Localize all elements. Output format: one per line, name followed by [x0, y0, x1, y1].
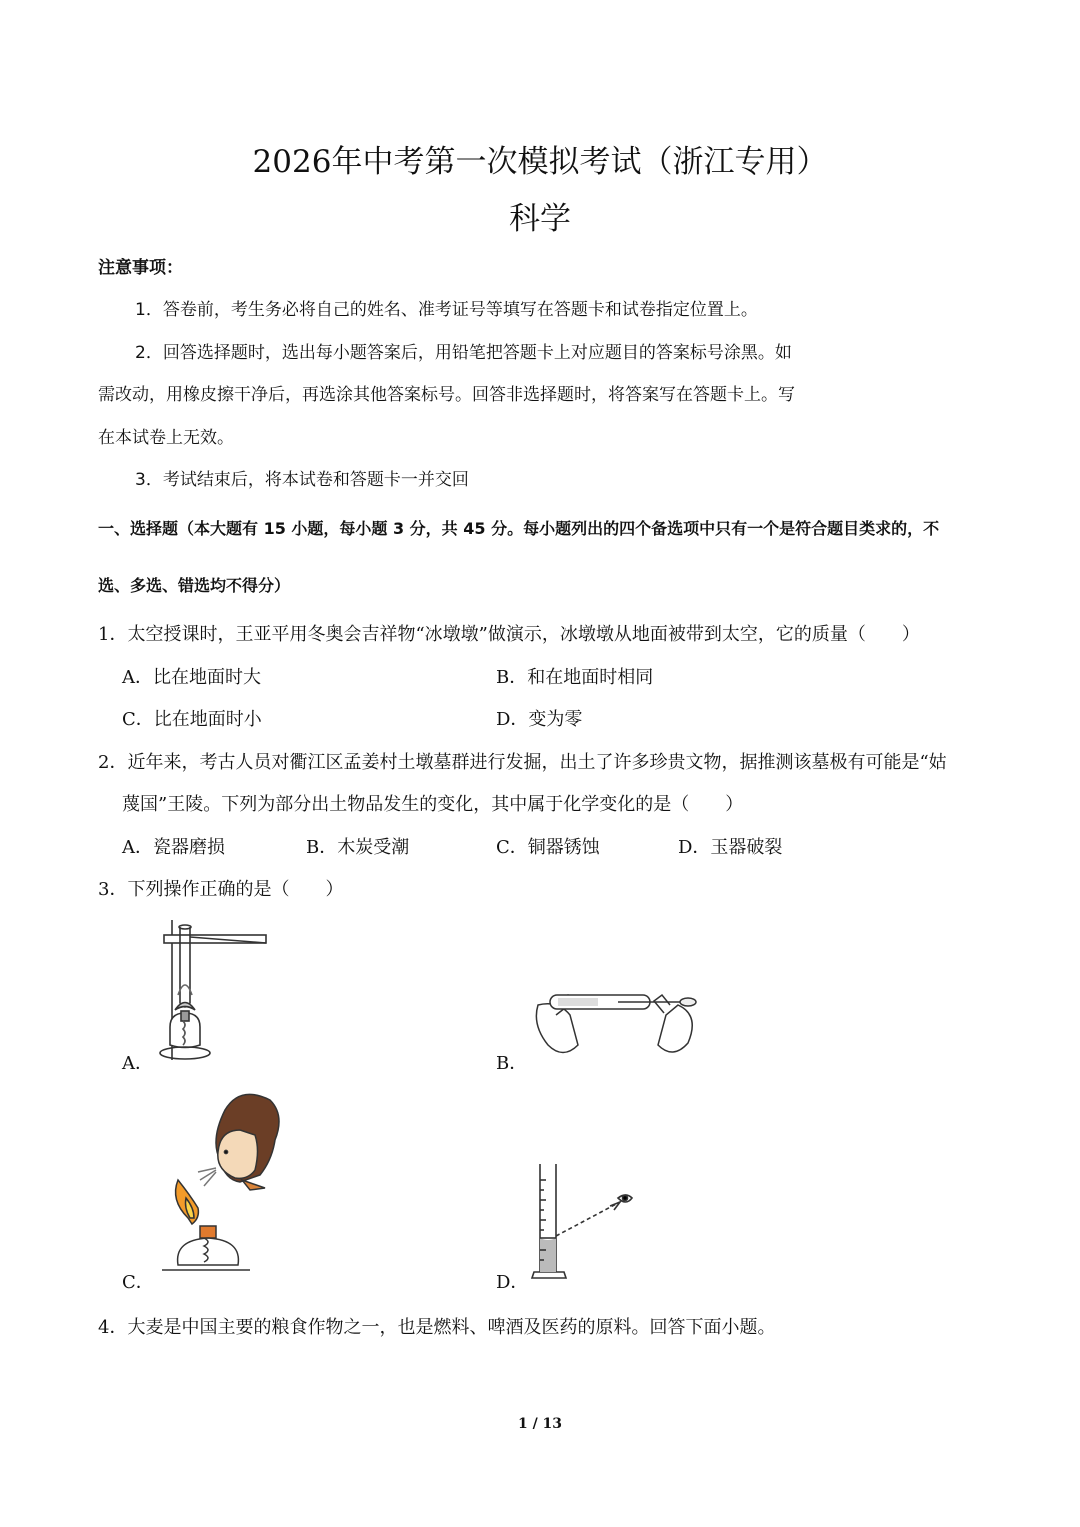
exam-title: 2026年中考第一次模拟考试（浙江专用）: [252, 144, 828, 180]
q1-option-a: A．比在地面时大: [122, 667, 261, 688]
q2-option-b: B．木炭受潮: [306, 837, 410, 858]
section-heading-line1: 一、选择题（本大题有 15 小题，每小题 3 分，共 45 分。每小题列出的四个备选项中只有一个是符合题目类求的，不: [98, 519, 940, 538]
q2-option-d: D．玉器破裂: [678, 837, 783, 858]
q1-option-d: D．变为零: [496, 709, 583, 730]
q3-figure-b: [528, 975, 703, 1065]
notice-heading: 注意事项：: [98, 258, 183, 278]
q2-option-c: C．铜器锈蚀: [496, 837, 600, 858]
q2-stem-line2: 蔑国”王陵。下列为部分出土物品发生的变化，其中属于化学变化的是（ ）: [122, 794, 744, 815]
q3-figure-d: [528, 1160, 638, 1285]
q3-figure-c: [160, 1090, 290, 1282]
q3-option-b: B．: [496, 1053, 528, 1074]
q3-option-a: A．: [122, 1053, 153, 1074]
section-heading-line2: 选、多选、错选均不得分）: [98, 576, 291, 595]
q4-stem: 4．大麦是中国主要的粮食作物之一，也是燃料、啤酒及医药的原料。回答下面小题。: [98, 1317, 776, 1338]
page-number: 1 / 13: [517, 1416, 563, 1432]
notice-item-3: 3．考试结束后，将本试卷和答题卡一并交回: [135, 470, 469, 490]
q3-stem: 3．下列操作正确的是（ ）: [98, 879, 344, 900]
notice-item-2: 2．回答选择题时，选出每小题答案后，用铅笔把答题卡上对应题目的答案标号涂黑。如: [135, 343, 792, 363]
q1-stem: 1．太空授课时，王亚平用冬奥会吉祥物“冰墩墩”做演示，冰墩墩从地面被带到太空，它的质量（ ）: [98, 624, 920, 645]
notice-item-2-cont: 需改动，用橡皮擦干净后，再选涂其他答案标号。回答非选择题时，将答案写在答题卡上。写: [98, 385, 795, 405]
q1-option-c: C．比在地面时小: [122, 709, 262, 730]
exam-subject: 科学: [509, 201, 571, 237]
q3-figure-a: [150, 915, 280, 1065]
q1-option-b: B．和在地面时相同: [496, 667, 654, 688]
q2-stem-line1: 2．近年来，考古人员对衢江区孟姜村土墩墓群进行发掘，出土了许多珍贵文物，据推测该墓极有可能是“姑: [98, 752, 947, 773]
q2-option-a: A．瓷器磨损: [122, 837, 225, 858]
q3-option-c: C．: [122, 1272, 154, 1293]
notice-item-1: 1．答卷前，考生务必将自己的姓名、准考证号等填写在答题卡和试卷指定位置上。: [135, 300, 758, 320]
notice-item-2-end: 在本试卷上无效。: [98, 428, 234, 448]
q3-option-d: D．: [496, 1272, 529, 1293]
